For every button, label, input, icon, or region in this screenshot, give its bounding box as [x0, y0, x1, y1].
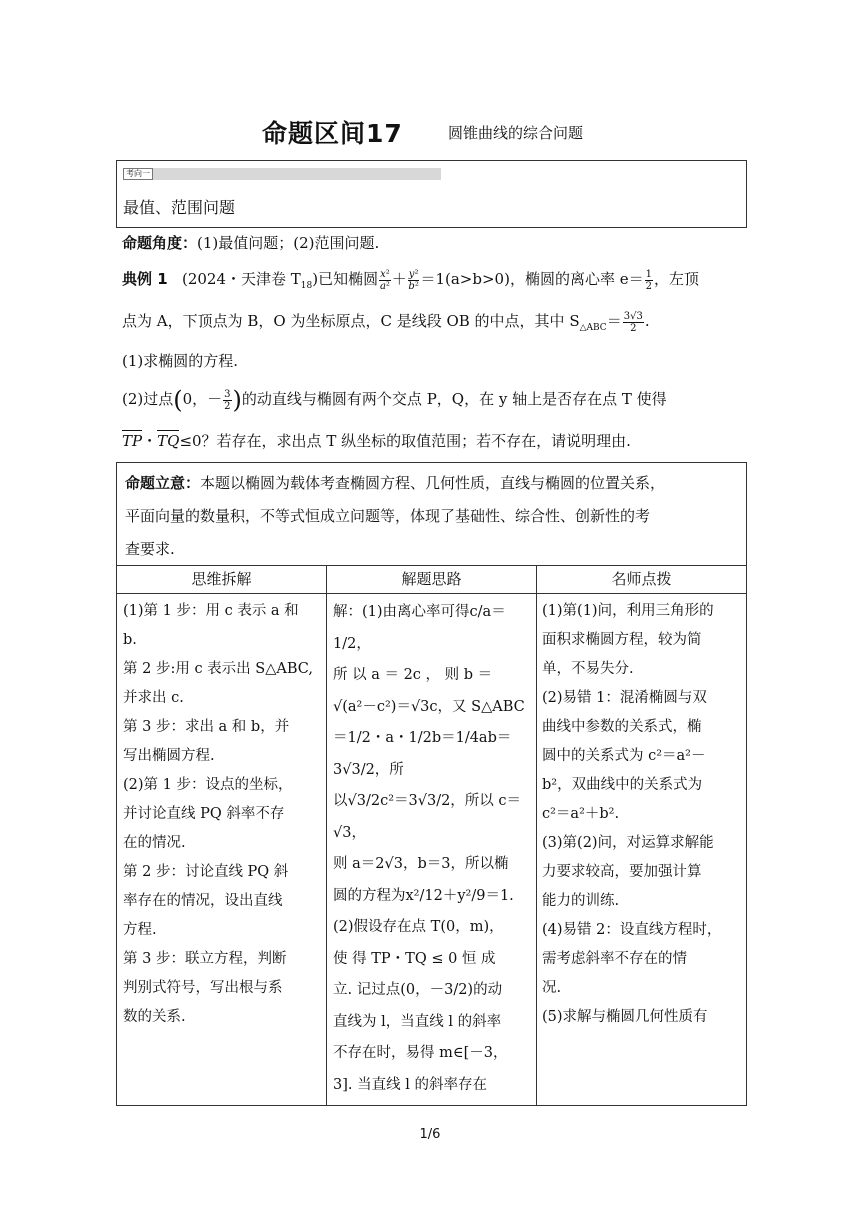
breakdown-line: b.	[123, 632, 137, 648]
example-text-a: 已知椭圆	[318, 270, 379, 288]
direction-box	[116, 160, 747, 228]
approach-line: √(a²－c²)＝√3c，又 S△ABC	[333, 698, 525, 715]
column-divider-1	[326, 565, 327, 1105]
tips-line: 能力的训练.	[542, 893, 620, 909]
tips-line: 曲线中参数的关系式，椭	[542, 719, 702, 735]
example-line2-text: 点为 A，下顶点为 B，O 为坐标原点，C 是线段 OB 的中点，其中 S	[122, 312, 580, 330]
approach-line: 不存在时，易得 m∈[－3，	[333, 1045, 508, 1061]
page-number: 1/6	[419, 1127, 441, 1142]
page-title: 命题区间17	[262, 119, 403, 148]
example-source: (2024・天津卷 $T_{18}$)	[181, 270, 319, 291]
breakdown-line: 数的关系.	[123, 1009, 186, 1025]
breakdown-line: 第 3 步：求出 a 和 b，并	[123, 719, 290, 735]
breakdown-line: 写出椭圆方程.	[123, 748, 215, 764]
area-subscript: △ABC	[579, 323, 607, 333]
equals-sign: ＝	[606, 312, 622, 330]
dot-operator: ・	[142, 432, 158, 450]
approach-line: 立. 记过点(0，－3/2)的动	[333, 982, 503, 998]
paren-close: )	[232, 386, 242, 414]
tips-line: 单，不易失分.	[542, 661, 634, 677]
tips-line: 需考虑斜率不存在的情	[542, 951, 687, 967]
question-2-line-1	[122, 388, 667, 412]
page-header	[0, 114, 860, 150]
tips-line: (2)易错 1：混淆椭圆与双	[542, 690, 707, 706]
tips-line: 力要求较高，要加强计算	[542, 864, 702, 880]
vector-tp: TP	[122, 432, 143, 450]
intent-paragraph	[125, 467, 739, 566]
column-header-tips: 名师点拨	[611, 570, 672, 588]
intent-text-3: 查要求.	[125, 540, 175, 558]
direction-tag-bar	[153, 168, 441, 180]
paren-open: (	[173, 386, 183, 414]
breakdown-line: 率存在的情况，设出直线	[123, 893, 283, 909]
tips-line: (4)易错 2：设直线方程时，	[542, 922, 722, 938]
page-subtitle: 圆锥曲线的综合问题	[448, 124, 584, 142]
approach-line: 以√3/2c²＝3√3/2，所以 c＝√3，	[333, 793, 522, 841]
breakdown-line: (1)第 1 步：用 c 表示 a 和	[123, 603, 299, 619]
period: .	[644, 312, 650, 330]
approach-line: ＝1/2・a・1/2b＝1/4ab＝3√3/2，所	[333, 730, 512, 778]
angle-line	[122, 232, 379, 253]
breakdown-line: 第 3 步：联立方程，判断	[123, 951, 287, 967]
fraction-one-half: $\frac{1}{2}$	[645, 268, 652, 292]
approach-line: 圆的方程为x²/12＋y²/9＝1.	[333, 887, 514, 904]
example-label: 典例 1	[122, 270, 168, 288]
fraction-y2-b2: $\frac{\text{y²}}{\text{b²}}$	[408, 268, 419, 292]
table-divider	[117, 565, 746, 566]
breakdown-line: 方程.	[123, 922, 157, 938]
direction-label: 最值、范围问题	[123, 198, 236, 217]
q2-text-c: 的动直线与椭圆有两个交点 P，Q，在 y 轴上是否存在点 T 使得	[241, 390, 667, 408]
column-divider-2	[536, 565, 537, 1105]
column-breakdown	[123, 597, 321, 1032]
tips-line: b²，双曲线中的关系式为	[542, 777, 703, 793]
tips-line: (1)第(1)问，利用三角形的	[542, 603, 714, 619]
q2-point: 0，－	[182, 390, 223, 408]
breakdown-line: 第 2 步：讨论直线 PQ 斜	[123, 864, 289, 880]
fraction-x2-a2: $\frac{\text{x²}}{\text{a²}}$	[379, 268, 390, 292]
approach-line: (2)假设存在点 T(0，m)，	[333, 919, 504, 935]
approach-line: 所 以 a ＝ 2c ， 则 b ＝	[333, 667, 493, 683]
column-header-breakdown: 思维拆解	[191, 570, 252, 588]
question-2-line-2	[122, 430, 631, 451]
example-line-2	[122, 310, 650, 334]
tips-line: (3)第(2)问，对运算求解能	[542, 835, 714, 851]
breakdown-line: 并求出 c.	[123, 690, 184, 706]
example-text-b: ＝1(a>b>0)，椭圆的离心率 e＝	[420, 270, 644, 288]
intent-label: 命题立意：	[125, 474, 201, 492]
table-header-divider	[117, 593, 746, 594]
angle-text: (1)最值问题；(2)范围问题.	[197, 234, 380, 252]
approach-line: 解：(1)由离心率可得c/a＝1/2，	[333, 604, 506, 652]
tips-line: 况.	[542, 980, 562, 996]
tips-line: 面积求椭圆方程，较为简	[542, 632, 702, 648]
breakdown-line: (2)第 1 步：设点的坐标，	[123, 777, 293, 793]
fraction-3-2: $\frac{3}{2}$	[224, 388, 231, 412]
breakdown-line: 并讨论直线 PQ 斜率不存	[123, 806, 285, 822]
fraction-3root3-2: $\frac{3√3}{2}$	[623, 310, 643, 334]
tips-line: (5)求解与椭圆几何性质有	[542, 1009, 708, 1025]
column-header-approach: 解题思路	[401, 570, 462, 588]
analysis-table	[116, 462, 747, 1106]
example-line-1: 典例 1 (2024・天津卷 $T_{18}$)已知椭圆 $\frac{\text{x²}}{\text{a²}}$ ＋ $\frac{\text{y²}}{\text{b²}}$ ＝1(a>b>0)，椭圆的离心率 e＝ $\frac{1}{2}$ ，左顶	[122, 268, 699, 292]
approach-line: 使 得 TP・TQ ≤ 0 恒 成	[333, 950, 496, 967]
tips-line: c²＝a²＋b².	[542, 806, 620, 822]
q2-line2-text: ≤0？若存在，求出点 T 纵坐标的取值范围；若不存在，请说明理由.	[179, 432, 631, 450]
intent-text-1: 本题以椭圆为载体考查椭圆方程、几何性质，直线与椭圆的位置关系，	[200, 474, 666, 492]
approach-line: 则 a＝2√3，b＝3，所以椭	[333, 856, 509, 872]
breakdown-line: 在的情况.	[123, 835, 186, 851]
q2-text-a: (2)过点	[122, 390, 174, 408]
question-1: (1)求椭圆的方程.	[122, 352, 239, 370]
column-approach	[333, 597, 531, 1101]
approach-line: 3]. 当直线 l 的斜率存在	[333, 1076, 487, 1093]
direction-tag: 考向一	[123, 168, 153, 180]
example-text-c: ，左顶	[653, 270, 699, 288]
breakdown-line: 第 2 步:用 c 表示出 S△ABC,	[123, 661, 313, 677]
approach-line: 直线为 l，当直线 l 的斜率	[333, 1013, 502, 1030]
breakdown-line: 判别式符号，写出根与系	[123, 980, 283, 996]
tips-line: 圆中的关系式为 c²＝a²－	[542, 748, 706, 764]
column-tips	[542, 597, 742, 1032]
vector-tq: TQ	[157, 432, 180, 450]
angle-label: 命题角度：	[122, 234, 198, 252]
intent-text-2: 平面向量的数量积，不等式恒成立问题等，体现了基础性、综合性、创新性的考	[125, 507, 651, 525]
